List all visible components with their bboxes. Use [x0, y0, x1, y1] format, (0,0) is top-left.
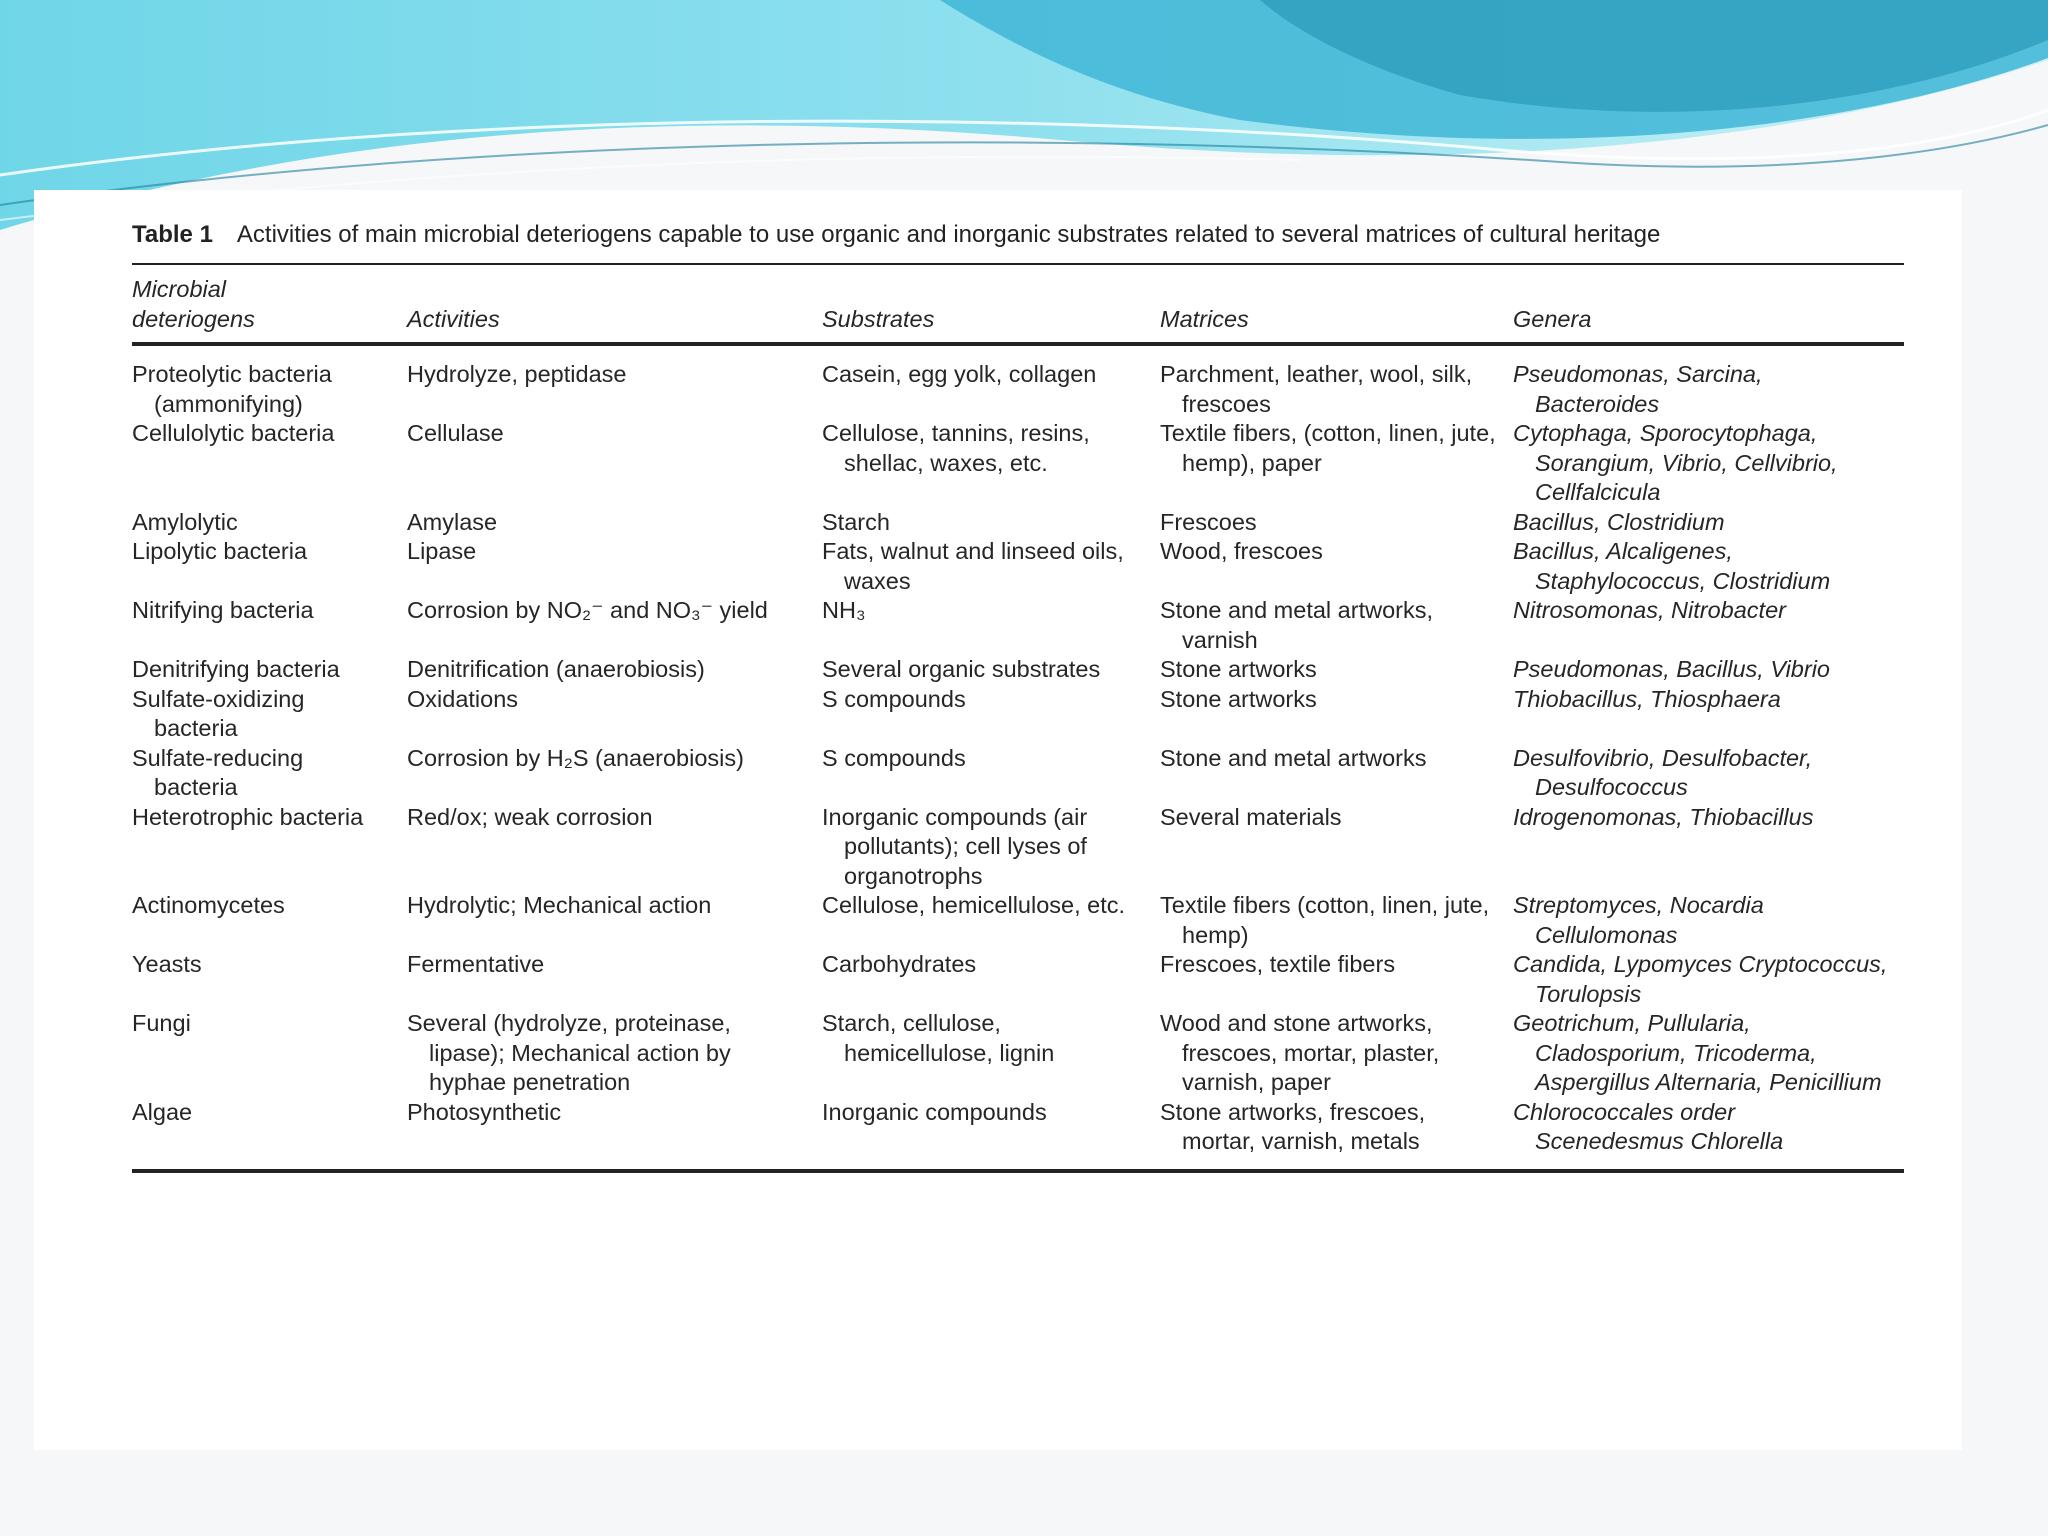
cell-text: Cytophaga, Sporocytophaga, Sorangium, Vibrio, Cellvibrio, Cellfalcicula — [1513, 420, 1838, 505]
cell-text: Stone artworks, frescoes, mortar, varnish, metals — [1160, 1098, 1426, 1154]
cell-deteriogen — [132, 744, 407, 803]
cell-text: Lipase — [407, 538, 477, 564]
cell-text: Pseudomonas, Sarcina, Bacteroides — [1513, 361, 1763, 417]
cell-text: Photosynthetic — [407, 1098, 562, 1125]
cell-activity — [407, 744, 822, 803]
cell-genera — [1513, 537, 1904, 596]
cell-text: Textile fibers, (cotton, linen, jute, hemp), paper — [1160, 420, 1496, 476]
cell-activity — [407, 596, 822, 655]
table-caption-label: Table 1 — [132, 221, 213, 248]
cell-text: Stone artworks — [1160, 656, 1317, 682]
cell-genera — [1513, 596, 1904, 655]
document-page — [34, 190, 1962, 1450]
table-row — [132, 655, 1904, 685]
cell-text: Several materials — [1160, 803, 1342, 830]
cell-text: S compounds — [822, 685, 966, 712]
cell-text: Several organic substrates — [822, 656, 1101, 682]
cell-text: Lipolytic bacteria — [132, 538, 308, 564]
cell-text: Stone and metal artworks — [1160, 744, 1427, 771]
cell-genera — [1513, 803, 1904, 892]
cell-text: Heterotrophic bacteria — [132, 803, 364, 830]
table-row — [132, 537, 1904, 596]
cell-genera — [1513, 950, 1904, 1009]
cell-matrix — [1160, 655, 1513, 685]
cell-text: Thiobacillus, Thiosphaera — [1513, 685, 1781, 712]
cell-text: Proteolytic bacteria (ammonifying) — [132, 361, 332, 417]
column-header-substrates: Substrates — [822, 264, 1160, 344]
cell-text: Denitrifying bacteria — [132, 656, 340, 682]
cell-matrix — [1160, 1009, 1513, 1098]
cell-activity — [407, 537, 822, 596]
cell-deteriogen — [132, 537, 407, 596]
cell-substrate — [822, 344, 1160, 419]
cell-text: Idrogenomonas, Thiobacillus — [1513, 803, 1814, 830]
cell-text: Sulfate-reducing bacteria — [132, 744, 304, 800]
cell-text: Yeasts — [132, 951, 202, 977]
table-row — [132, 744, 1904, 803]
cell-text: Fermentative — [407, 951, 545, 977]
cell-substrate — [822, 803, 1160, 892]
cell-substrate — [822, 655, 1160, 685]
cell-text: Pseudomonas, Bacillus, Vibrio — [1513, 656, 1830, 682]
cell-text: Geotrichum, Pullularia, Cladosporium, Tricoderma, Aspergillus Alternaria, Penicillium — [1513, 1010, 1882, 1095]
cell-activity — [407, 1009, 822, 1098]
cell-text: Frescoes, textile fibers — [1160, 951, 1396, 977]
cell-deteriogen — [132, 891, 407, 950]
cell-text: Actinomycetes — [132, 892, 285, 918]
cell-text: Bacillus, Clostridium — [1513, 508, 1725, 535]
cell-substrate — [822, 1009, 1160, 1098]
cell-matrix — [1160, 685, 1513, 744]
table-row — [132, 950, 1904, 1009]
cell-text: S compounds — [822, 744, 966, 771]
cell-text: Algae — [132, 1098, 193, 1125]
cell-matrix — [1160, 596, 1513, 655]
cell-genera — [1513, 1009, 1904, 1098]
cell-substrate — [822, 685, 1160, 744]
cell-genera — [1513, 344, 1904, 419]
cell-activity — [407, 1098, 822, 1171]
cell-text: Streptomyces, Nocardia Cellulomonas — [1513, 892, 1764, 948]
cell-text: Cellulose, hemicellulose, etc. — [822, 892, 1126, 918]
cell-text: Fungi — [132, 1010, 191, 1036]
cell-text: Starch, cellulose, hemicellulose, lignin — [822, 1010, 1055, 1066]
cell-matrix — [1160, 419, 1513, 508]
cell-substrate — [822, 891, 1160, 950]
cell-text: Wood, frescoes — [1160, 538, 1323, 564]
cell-text: Corrosion by NO₂⁻ and NO₃⁻ yield — [407, 597, 768, 623]
cell-activity — [407, 950, 822, 1009]
cell-matrix — [1160, 950, 1513, 1009]
cell-substrate — [822, 537, 1160, 596]
cell-substrate — [822, 1098, 1160, 1171]
cell-text: Stone artworks — [1160, 685, 1317, 712]
table-row — [132, 803, 1904, 892]
cell-substrate — [822, 419, 1160, 508]
cell-text: Amylase — [407, 508, 498, 535]
cell-text: Inorganic compounds (air pollutants); cell lyses of organotrophs — [822, 803, 1088, 889]
table-caption — [132, 220, 1904, 249]
cell-text: Oxidations — [407, 685, 519, 712]
column-header-genera: Genera — [1513, 264, 1904, 344]
cell-activity — [407, 508, 822, 538]
cell-activity — [407, 891, 822, 950]
cell-substrate — [822, 744, 1160, 803]
table-row — [132, 596, 1904, 655]
cell-deteriogen — [132, 803, 407, 892]
cell-matrix — [1160, 344, 1513, 419]
cell-deteriogen — [132, 344, 407, 419]
cell-genera — [1513, 419, 1904, 508]
cell-text: Textile fibers (cotton, linen, jute, hemp) — [1160, 892, 1490, 948]
cell-matrix — [1160, 744, 1513, 803]
cell-activity — [407, 803, 822, 892]
column-header-deteriogens: Microbial deteriogens — [132, 264, 407, 344]
cell-text: Starch — [822, 508, 890, 535]
cell-activity — [407, 419, 822, 508]
table-row — [132, 1009, 1904, 1098]
cell-text: Desulfovibrio, Desulfobacter, Desulfococcus — [1513, 744, 1813, 800]
cell-genera — [1513, 655, 1904, 685]
cell-text: Carbohydrates — [822, 951, 977, 977]
cell-text: Corrosion by H₂S (anaerobiosis) — [407, 744, 744, 771]
table-row — [132, 419, 1904, 508]
cell-text: NH₃ — [822, 597, 866, 623]
cell-text: Frescoes — [1160, 508, 1257, 535]
cell-text: Nitrifying bacteria — [132, 597, 314, 623]
cell-substrate — [822, 950, 1160, 1009]
cell-deteriogen — [132, 596, 407, 655]
cell-activity — [407, 344, 822, 419]
deteriogens-table — [132, 263, 1904, 1173]
cell-text: Red/ox; weak corrosion — [407, 803, 653, 830]
cell-matrix — [1160, 803, 1513, 892]
cell-text: Nitrosomonas, Nitrobacter — [1513, 597, 1786, 623]
cell-genera — [1513, 744, 1904, 803]
cell-deteriogen — [132, 508, 407, 538]
cell-text: Wood and stone artworks, frescoes, mortar, plaster, varnish, paper — [1160, 1010, 1440, 1095]
column-header-activities: Activities — [407, 264, 822, 344]
table-row — [132, 508, 1904, 538]
table-row — [132, 1098, 1904, 1171]
table-row — [132, 685, 1904, 744]
cell-text: Hydrolytic; Mechanical action — [407, 892, 712, 918]
cell-activity — [407, 655, 822, 685]
table-container — [132, 220, 1904, 1173]
cell-text: Denitrification (anaerobiosis) — [407, 656, 705, 682]
cell-activity — [407, 685, 822, 744]
cell-text: Sulfate-oxidizing bacteria — [132, 685, 305, 741]
cell-deteriogen — [132, 419, 407, 508]
cell-deteriogen — [132, 1009, 407, 1098]
table-body — [132, 344, 1904, 1171]
cell-text: Candida, Lypomyces Cryptococcus, Torulopsis — [1513, 951, 1888, 1007]
table-row — [132, 891, 1904, 950]
cell-substrate — [822, 596, 1160, 655]
cell-substrate — [822, 508, 1160, 538]
cell-text: Amylolytic — [132, 508, 238, 535]
cell-deteriogen — [132, 685, 407, 744]
cell-genera — [1513, 891, 1904, 950]
cell-matrix — [1160, 891, 1513, 950]
cell-text: Several (hydrolyze, proteinase, lipase); Mechanical action by hyphae penetration — [407, 1010, 731, 1095]
cell-text: Chlorococcales order Scenedesmus Chlorella — [1513, 1098, 1784, 1154]
cell-text: Cellulase — [407, 420, 504, 446]
cell-matrix — [1160, 1098, 1513, 1171]
cell-text: Cellulolytic bacteria — [132, 420, 335, 446]
table-caption-text: Activities of main microbial deteriogens capable to use organic and inorganic substrates related to several matrices of cultural heritage — [236, 221, 1661, 248]
cell-deteriogen — [132, 1098, 407, 1171]
column-header-matrices: Matrices — [1160, 264, 1513, 344]
cell-text: Cellulose, tannins, resins, shellac, waxes, etc. — [822, 420, 1090, 476]
cell-matrix — [1160, 537, 1513, 596]
cell-deteriogen — [132, 655, 407, 685]
table-header-row — [132, 264, 1904, 344]
cell-text: Inorganic compounds — [822, 1098, 1047, 1125]
cell-genera — [1513, 1098, 1904, 1171]
cell-text: Stone and metal artworks, varnish — [1160, 597, 1433, 653]
cell-text: Bacillus, Alcaligenes, Staphylococcus, Clostridium — [1513, 538, 1831, 594]
cell-genera — [1513, 685, 1904, 744]
cell-matrix — [1160, 508, 1513, 538]
table-row — [132, 344, 1904, 419]
cell-genera — [1513, 508, 1904, 538]
cell-text: Casein, egg yolk, collagen — [822, 361, 1097, 387]
cell-text: Parchment, leather, wool, silk, frescoes — [1160, 361, 1473, 417]
cell-text: Hydrolyze, peptidase — [407, 361, 627, 387]
cell-text: Fats, walnut and linseed oils, waxes — [822, 538, 1124, 594]
cell-deteriogen — [132, 950, 407, 1009]
